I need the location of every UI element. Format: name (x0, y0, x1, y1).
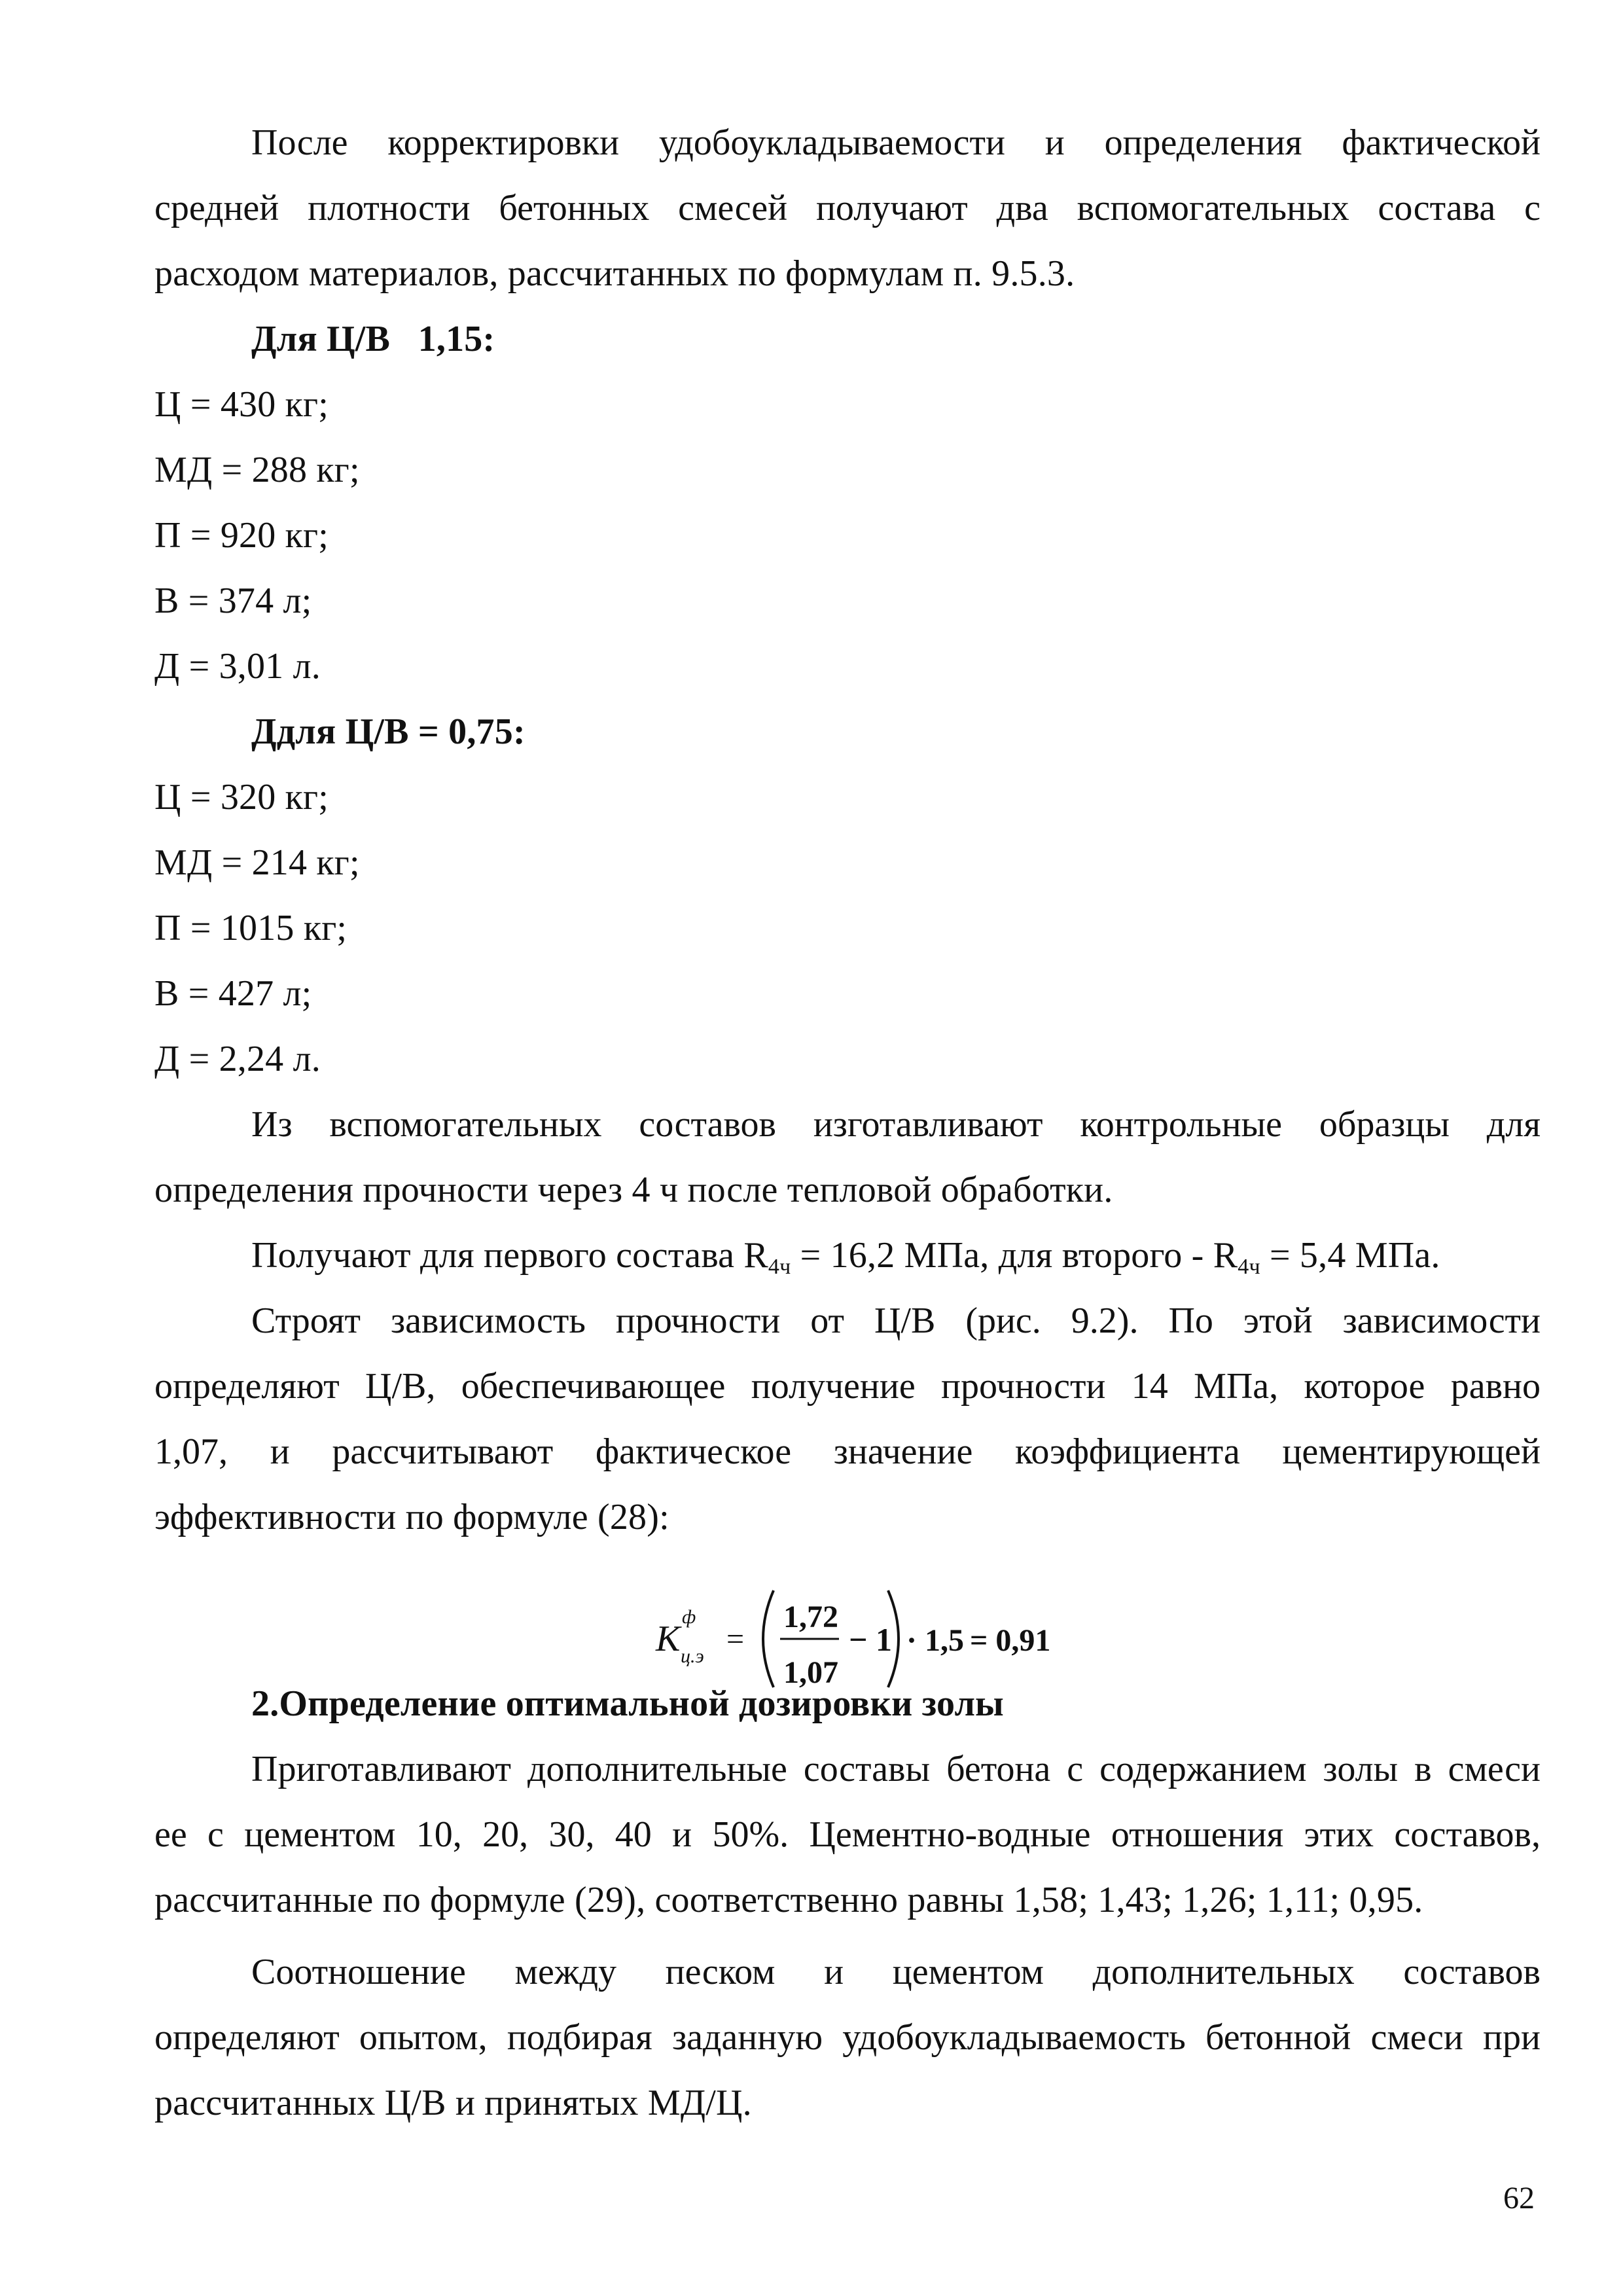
paragraph-4-line-4: эффективности по формуле (28): (154, 1497, 669, 1537)
set-2-item-water: В = 427 л; (154, 973, 312, 1014)
paragraph-5-line-2: ее с цементом 10, 20, 30, 40 и 50%. Цементно-водные отношения этих составов, (154, 1814, 1541, 1855)
formula-subscript: ц.э (681, 1645, 704, 1667)
set-2-item-cement: Ц = 320 кг; (154, 777, 329, 817)
paragraph-4-line-1: Строят зависимость прочности от Ц/В (рис. 9.2). По этой зависимости (251, 1300, 1541, 1341)
formula-left-parenthesis (763, 1590, 774, 1687)
paragraph-1-line-3: расходом материалов, рассчитанных по формулам п. 9.5.3. (154, 253, 1075, 294)
set-1-item-additive: Д = 3,01 л. (154, 646, 321, 687)
formula-minus-one: − 1 (849, 1621, 892, 1658)
paragraph-1-line-2: средней плотности бетонных смесей получают два вспомогательных состава с (154, 188, 1541, 228)
paragraph-6-line-2: определяют опытом, подбирая заданную удобоукладываемость бетонной смеси при (154, 2017, 1541, 2058)
section-2-heading: 2.Определение оптимальной дозировки золы (251, 1683, 1004, 1724)
cementing-efficiency-formula (654, 1571, 1060, 1702)
formula-result: = 0,91 (970, 1623, 1051, 1658)
paragraph-6-line-1: Соотношение между песком и цементом дополнительных составов (251, 1952, 1541, 1992)
set-1-item-water: В = 374 л; (154, 581, 312, 621)
paragraph-2-line-2: определения прочности через 4 ч после тепловой обработки. (154, 1170, 1113, 1210)
formula-numerator: 1,72 (783, 1600, 838, 1634)
page-number: 62 (1503, 2181, 1535, 2215)
paragraph-3-text-a: Получают для первого состава R (251, 1235, 768, 1276)
formula-denominator: 1,07 (783, 1655, 838, 1690)
paragraph-2-line-1: Из вспомогательных составов изготавливают контрольные образцы для (251, 1104, 1541, 1145)
paragraph-1-line-1: После корректировки удобоукладываемости и определения фактической (251, 122, 1541, 163)
set-2-item-sand: П = 1015 кг; (154, 908, 348, 948)
formula-symbol-k: K (656, 1619, 681, 1659)
paragraph-6-line-3: рассчитанных Ц/В и принятых МД/Ц. (154, 2083, 752, 2123)
set-1-item-md: МД = 288 кг; (154, 450, 360, 490)
set-1-item-sand: П = 920 кг; (154, 515, 329, 556)
paragraph-3-subscript-a: 4ч (768, 1255, 791, 1279)
paragraph-3-strength-results (251, 1235, 1440, 1279)
paragraph-3-subscript-b: 4ч (1238, 1255, 1260, 1279)
paragraph-5-line-1: Приготавливают дополнительные составы бетона с содержанием золы в смеси (251, 1749, 1541, 1789)
formula-equals: = (726, 1622, 745, 1657)
formula-multiplier: · 1,5 (906, 1623, 965, 1658)
paragraph-4-line-2: определяют Ц/В, обеспечивающее получение прочности 14 МПа, которое равно (154, 1366, 1541, 1407)
set-1-item-cement: Ц = 430 кг; (154, 384, 329, 425)
formula-superscript: ф (682, 1606, 696, 1628)
formula-graphic (654, 1571, 1060, 1702)
paragraph-5-line-3: рассчитанные по формуле (29), соответственно равны 1,58; 1,43; 1,26; 1,11; 0,95. (154, 1880, 1423, 1920)
paragraph-3-text-c: = 5,4 МПа. (1260, 1235, 1440, 1276)
paragraph-4-line-3: 1,07, и рассчитывают фактическое значение коэффициента цементирующей (154, 1431, 1541, 1472)
set-2-item-additive: Д = 2,24 л. (154, 1039, 321, 1079)
set-1-heading: Для Ц/В 1,15: (251, 319, 495, 359)
set-2-heading: Ддля Ц/В = 0,75: (251, 711, 526, 752)
paragraph-3-text-b: = 16,2 МПа, для второго - R (791, 1235, 1238, 1276)
set-2-item-md: МД = 214 кг; (154, 842, 360, 883)
